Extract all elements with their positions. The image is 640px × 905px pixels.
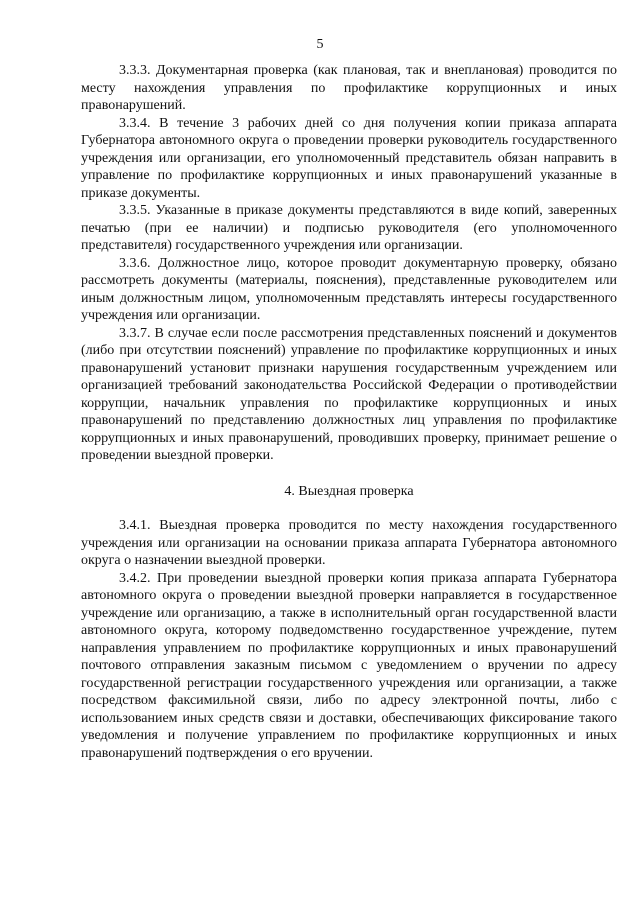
document-body: [81, 62, 617, 762]
paragraph-3-3-3: 3.3.3. Документарная проверка (как плановая, так и внеплановая) проводится по месту нахождения управления по профилактике коррупционных и иных правонарушений.: [81, 63, 617, 113]
paragraph-3-3-6: 3.3.6. Должностное лицо, которое проводит документарную проверку, обязано рассмотреть документы (материалы, пояснения), представленные руководителем или иным должностным лицом, уполномоченным представлять интересы государственного учреждения или организации.: [81, 255, 617, 323]
page-number: 5: [316, 37, 324, 52]
paragraph-3-3-7: 3.3.7. В случае если после рассмотрения представленных пояснений и документов (либо при отсутствии пояснений) управление по профилактике коррупционных и иных правонарушений установит признаки нарушения государственным учреждением или организацией требований законодательства Российской Федерации о противодействии коррупции, начальник управления по профилактике коррупционных и иных правонарушений по представлению должностных лиц управления по профилактике коррупционных и иных правонарушений, проводивших проверку, принимает решение о проведении выездной проверки.: [81, 325, 617, 463]
paragraph-3-4-2: 3.4.2. При проведении выездной проверки копия приказа аппарата Губернатора автономного округа о проведении выездной проверки направляется в государственное учреждение или организацию, а также в исполнительный орган государственной власти автономного округа, которому подведомственно государственное учреждение, путем направления управлением по профилактике коррупционных и иных правонарушений почтового отправления заказным письмом с уведомлением о вручении по адресу государственной регистрации государственного учреждения или организации, а также посредством факсимильной связи, либо по адресу электронной почты, либо с использованием иных средств связи и доставки, обеспечивающих фиксирование такого уведомления и получение управлением по профилактике коррупционных и иных правонарушений подтверждения о его вручении.: [81, 570, 617, 761]
paragraph-3-3-5: 3.3.5. Указанные в приказе документы представляются в виде копий, заверенных печатью (при ее наличии) и подписью руководителя (его уполномоченного представителя) государственного учреждения или организации.: [81, 203, 617, 253]
paragraph-3-3-4: 3.3.4. В течение 3 рабочих дней со дня получения копии приказа аппарата Губернатора автономного округа о проведении проверки руководитель государственного учреждения или организации, его уполномоченный представитель обязан направить в управление по профилактике коррупционных и иных правонарушений указанные в приказе документы.: [81, 115, 617, 201]
paragraph-3-4-1: 3.4.1. Выездная проверка проводится по месту нахождения государственного учреждения или организации на основании приказа аппарата Губернатора автономного округа о назначении выездной проверки.: [81, 518, 617, 568]
section-heading: 4. Выездная проверка: [284, 483, 414, 499]
